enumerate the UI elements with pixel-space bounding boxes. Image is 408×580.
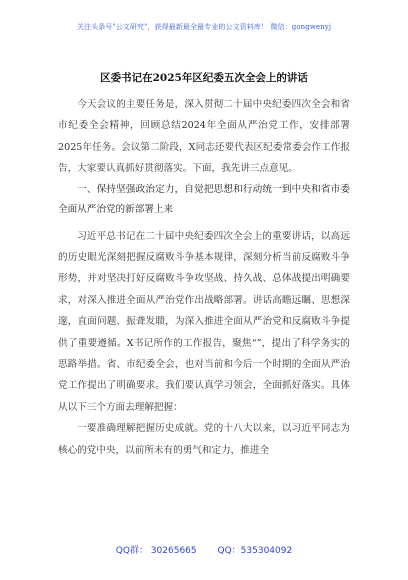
paragraph-body: 习近平总书记在二十届中央纪委四次全会上的重要讲话，以高远的历史眼光深刻把握反腐败斗争基本规律，深刻分析当前反腐败斗争形势，并对坚决打好反腐败斗争攻坚战、持久战、总体战提出明确要求，对深入推进全面从严治党作出战略部署。讲话高瞻远瞩、思想深邃，直面问题、振聋发聩，为深入推进全面从严治党和反腐败斗争提供了重要遵循。X书记所作的工作报告，聚焦“”，提出了科学务实的思路举措。省、市纪委全会，也对当前和今后一个时期的全面从严治党工作提出了明确要求。我们要认真学习领会，全面抓好落实。具体从以下三个方面去理解把握： (58, 230, 350, 413)
section-heading-1: 一、保持坚强政治定力，自觉把思想和行动统一到中央和省市委全面从严治党的新部署上来 (58, 183, 350, 215)
paragraph-continued: 一要准确理解把握历史成就。党的十八大以来，以习近平同志为核心的党中央，以前所未有的勇气和定力，推进全 (58, 423, 350, 456)
footer-qq: QQ：535304092 (217, 546, 293, 556)
header-notice: 关注头条号"公文研究"，获得最新最全最专业的公文资料库！ 微信：gongwenyj (76, 23, 332, 31)
footer-qq-group: QQ群： 30265665 (115, 546, 197, 556)
page-title: 区委书记在2025年区纪委五次全会上的讲话 (100, 72, 308, 84)
document-body (58, 94, 350, 461)
paragraph-intro: 今天会议的主要任务是，深入贯彻二十届中央纪委四次全会和省市纪委全会精神，回顾总结2024年全面从严治党工作，安排部署2025年任务。会议第二阶段，X同志还要代表区纪委常委会作工作报告，大家要认真抓好贯彻落实。下面，我先讲三点意见。 (58, 99, 350, 175)
footer-contact (0, 543, 408, 556)
